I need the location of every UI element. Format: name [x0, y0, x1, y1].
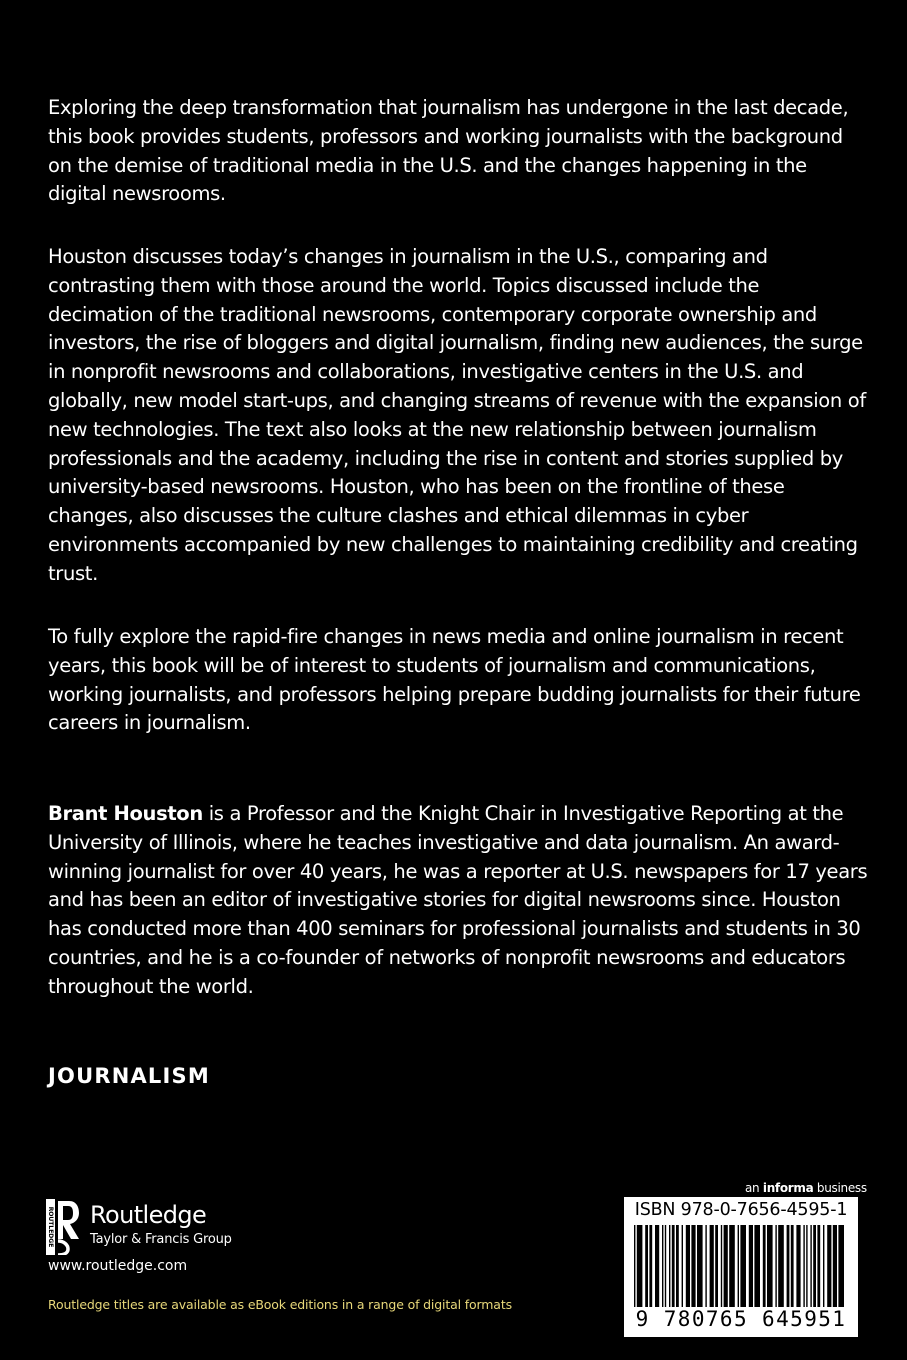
logo-vertical-text: ROUTLEDGE	[47, 1206, 54, 1248]
barcode-bar	[823, 1225, 824, 1307]
barcode-bar	[721, 1225, 722, 1307]
description-paragraph-1: Exploring the deep transformation that journalism has undergone in the last decade, this book provides students, professors and working journalists with the background on the demise of traditional media in the U.S. and the changes happening in the digital newsrooms.	[48, 96, 849, 206]
barcode-bar	[775, 1225, 776, 1307]
isbn-barcode-box	[624, 1197, 858, 1337]
barcode-bar	[767, 1225, 773, 1307]
barcode-bar	[662, 1225, 663, 1307]
informa-prefix: an	[745, 1181, 763, 1195]
barcode-bar	[705, 1225, 706, 1307]
publisher-name: Routledge	[90, 1201, 207, 1229]
barcode-bar	[645, 1225, 648, 1307]
barcode-bar	[672, 1225, 675, 1307]
barcode-bar	[729, 1225, 735, 1307]
barcode-bar	[724, 1225, 728, 1307]
barcode-bar	[763, 1225, 766, 1307]
barcode-bar	[665, 1225, 666, 1307]
informa-tagline	[745, 1181, 867, 1195]
description-paragraph-2: Houston discusses today’s changes in journalism in the U.S., comparing and contrasting them with those around the world. Topics discussed include the decimation of the traditional newsrooms, contemporary corporate ownership and investors, the rise of bloggers and digital journalism, finding new audiences, the surge in nonprofit newsrooms and collaborations, investigative centers in the U.S. and globally, new model start-ups, and changing streams of revenue with the expansion of new technologies. The text also looks at the new relationship between journalism professionals and the academy, including the rise in content and stories supplied by university-based newsrooms. Houston, who has been on the frontline of these changes, also discusses the culture clashes and ethical dilemmas in cyber environments accompanied by new challenges to maintaining credibility and creating trust.	[48, 245, 866, 585]
barcode-bar	[791, 1225, 794, 1307]
informa-brand: informa	[762, 1181, 814, 1195]
barcode-bar	[810, 1225, 811, 1307]
barcode-bar	[637, 1225, 643, 1307]
publisher-url[interactable]: www.routledge.com	[48, 1258, 188, 1274]
barcode-bar	[691, 1225, 695, 1307]
barcode-bar	[817, 1225, 820, 1307]
publisher-logo	[46, 1199, 276, 1259]
barcode-bar	[634, 1225, 635, 1307]
ebook-note: Routledge titles are available as eBook editions in a range of digital formats	[48, 1297, 512, 1312]
barcode-bar	[778, 1225, 784, 1307]
author-bio	[48, 800, 868, 1002]
routledge-logo-icon	[46, 1199, 80, 1255]
barcode-bar	[827, 1225, 831, 1307]
isbn-digits: 9 780765 645951	[635, 1307, 847, 1331]
informa-suffix: business	[813, 1181, 867, 1195]
barcode-bar	[669, 1225, 670, 1307]
isbn-label: ISBN 978-0-7656-4595-1	[634, 1200, 848, 1220]
barcode-bar	[697, 1225, 703, 1307]
barcode-bar	[803, 1225, 804, 1307]
publisher-group: Taylor & Francis Group	[90, 1232, 232, 1247]
barcode-bar	[649, 1225, 652, 1307]
barcode-bar	[655, 1225, 659, 1307]
barcode-bar	[754, 1225, 760, 1307]
barcode-bar	[686, 1225, 690, 1307]
barcode-bar	[806, 1225, 807, 1307]
barcode-bar	[833, 1225, 837, 1307]
barcode-bar	[838, 1225, 844, 1307]
barcode-bar	[715, 1225, 718, 1307]
barcode-bar	[787, 1225, 790, 1307]
barcode-bar	[796, 1225, 800, 1307]
barcode-bar	[740, 1225, 746, 1307]
barcode-bar	[682, 1225, 683, 1307]
barcode-bar	[813, 1225, 816, 1307]
barcode-bar	[738, 1225, 739, 1307]
author-name: Brant Houston	[48, 802, 203, 825]
barcode-bar	[749, 1225, 753, 1307]
category-label: JOURNALISM	[48, 1064, 210, 1088]
barcode-bar	[676, 1225, 679, 1307]
barcode-icon	[632, 1225, 850, 1307]
author-bio-text: is a Professor and the Knight Chair in Investigative Reporting at the University of Illinois, where he teaches investigative and data journalism. An award-winning journalist for over 40 years, he was a reporter at U.S. newspapers for 17 years and has been an editor of investigative stories for digital newsrooms since. Houston has conducted more than 400 seminars for professional journalists and students in 30 countries, and he is a co-founder of networks of nonprofit newsrooms and educators throughout the world.	[48, 802, 868, 998]
description-paragraph-3: To fully explore the rapid-fire changes in news media and online journalism in recent years, this book will be of interest to students of journalism and communications, working journalists, and professors helping prepare budding journalists for their future careers in journalism.	[48, 625, 861, 735]
barcode-bar	[710, 1225, 714, 1307]
